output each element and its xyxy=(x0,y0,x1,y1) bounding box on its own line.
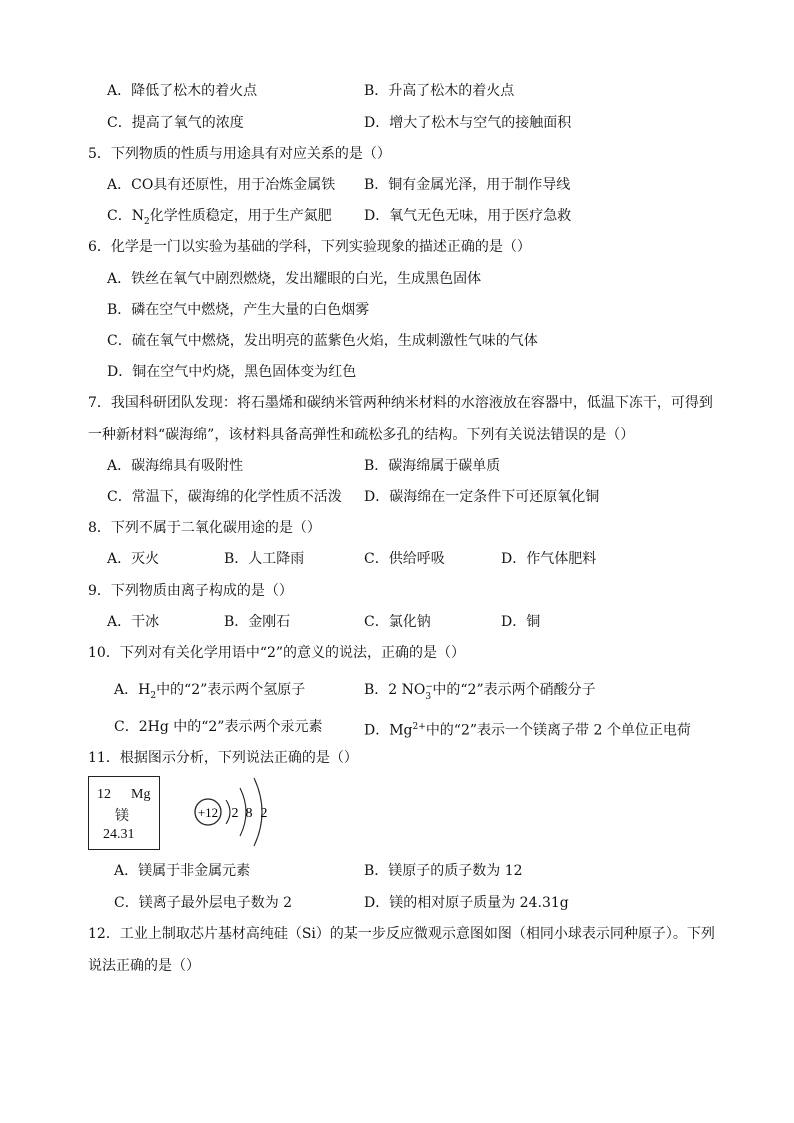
q8-option-a: A．灭火 xyxy=(107,551,160,567)
shell-count-2: 8 xyxy=(245,806,253,821)
nucleus-charge: +12 xyxy=(197,805,219,820)
q6-option-c: C．硫在氧气中燃烧，发出明亮的蓝紫色火焰，生成刺激性气味的气体 xyxy=(107,333,538,349)
q11-stem: 11．根据图示分析，下列说法正确的是（） xyxy=(88,750,358,766)
q8-option-d: D．作气体肥料 xyxy=(501,551,597,567)
atom-structure-diagram xyxy=(190,772,290,852)
q8-option-c: C．供给呼吸 xyxy=(364,551,445,567)
q9-option-b: B．金刚石 xyxy=(224,614,291,630)
q6-option-d: D．铜在空气中灼烧，黑色固体变为红色 xyxy=(107,364,357,380)
shell-count-1: 2 xyxy=(231,806,239,821)
q11-option-a: A．镁属于非金属元素 xyxy=(114,863,251,879)
q5-option-b: B．铜有金属光泽，用于制作导线 xyxy=(364,177,571,193)
q9-option-c: C．氯化钠 xyxy=(364,614,431,630)
element-name: 镁 xyxy=(115,809,129,824)
q9-option-d: D．铜 xyxy=(501,614,541,630)
q10-stem: 10．下列对有关化学用语中“2”的意义的说法，正确的是（） xyxy=(88,645,466,661)
q4-option-c: C．提高了氧气的浓度 xyxy=(107,115,244,131)
q5-stem: 5．下列物质的性质与用途具有对应关系的是（） xyxy=(88,146,391,162)
q5-option-a: A．CO具有还原性，用于冶炼金属铁 xyxy=(107,177,336,193)
q4-option-b: B．升高了松木的着火点 xyxy=(364,83,515,99)
element-symbol: Mg xyxy=(131,787,151,802)
q7-option-c: C．常温下，碳海绵的化学性质不活泼 xyxy=(107,489,342,505)
electron-shell-1 xyxy=(226,800,230,824)
q4-option-d: D．增大了松木与空气的接触面积 xyxy=(364,115,572,131)
q10-option-a: A．$H_2$中的“2”表示两个氢原子 xyxy=(114,682,306,701)
atomic-mass: 24.31 xyxy=(103,827,135,842)
q10-option-c: C．2Hg 中的“2”表示两个汞元素 xyxy=(114,719,323,735)
q11-option-c: C．镁离子最外层电子数为 2 xyxy=(114,895,293,911)
q10-option-b: B．2 NO − 3 中的“2”表示两个硝酸分子 xyxy=(364,682,596,702)
q7-stem-line2: 一种新材料“碳海绵”，该材料具备高弹性和疏松多孔的结构。下列有关说法错误的是（） xyxy=(88,427,635,443)
q6-option-b: B．磷在空气中燃烧，产生大量的白色烟雾 xyxy=(107,302,370,318)
q7-stem-line1: 7．我国科研团队发现：将石墨烯和碳纳米管两种纳米材料的水溶液放在容器中，低温下冻干，可得到 xyxy=(88,395,713,411)
q11-option-d: D．镁的相对原子质量为 24.31g xyxy=(364,895,569,911)
q8-option-b: B．人工降雨 xyxy=(224,551,305,567)
shell-count-3: 2 xyxy=(260,806,268,821)
element-card-magnesium xyxy=(88,776,160,850)
q7-option-b: B．碳海绵属于碳单质 xyxy=(364,458,501,474)
q9-option-a: A．干冰 xyxy=(107,614,160,630)
q11-option-b: B．镁原子的质子数为 12 xyxy=(364,863,523,879)
q4-option-a: A．降低了松木的着火点 xyxy=(107,83,258,99)
q6-stem: 6．化学是一门以实验为基础的学科，下列实验现象的描述正确的是（） xyxy=(88,239,531,255)
q6-option-a: A．铁丝在氧气中剧烈燃烧，发出耀眼的白光，生成黑色固体 xyxy=(107,271,482,287)
atomic-number: 12 xyxy=(97,787,111,802)
q12-stem-line1: 12．工业上制取芯片基材高纯硅（Si）的某一步反应微观示意图如图（相同小球表示同种原子）。下列 xyxy=(88,926,715,942)
q5-option-d: D．氧气无色无味，用于医疗急救 xyxy=(364,208,572,224)
q9-stem: 9．下列物质由离子构成的是（） xyxy=(88,583,293,599)
q5-option-c: C．$N_2$化学性质稳定，用于生产氮肥 xyxy=(107,208,332,227)
q7-option-a: A．碳海绵具有吸附性 xyxy=(107,458,244,474)
q8-stem: 8．下列不属于二氧化碳用途的是（） xyxy=(88,520,321,536)
q10-option-d: D．$Mg^{2+}$中的“2”表示一个镁离子带 2 个单位正电荷 xyxy=(364,722,691,739)
q12-stem-line2: 说法正确的是（） xyxy=(88,958,200,974)
q7-option-d: D．碳海绵在一定条件下可还原氧化铜 xyxy=(364,489,600,505)
